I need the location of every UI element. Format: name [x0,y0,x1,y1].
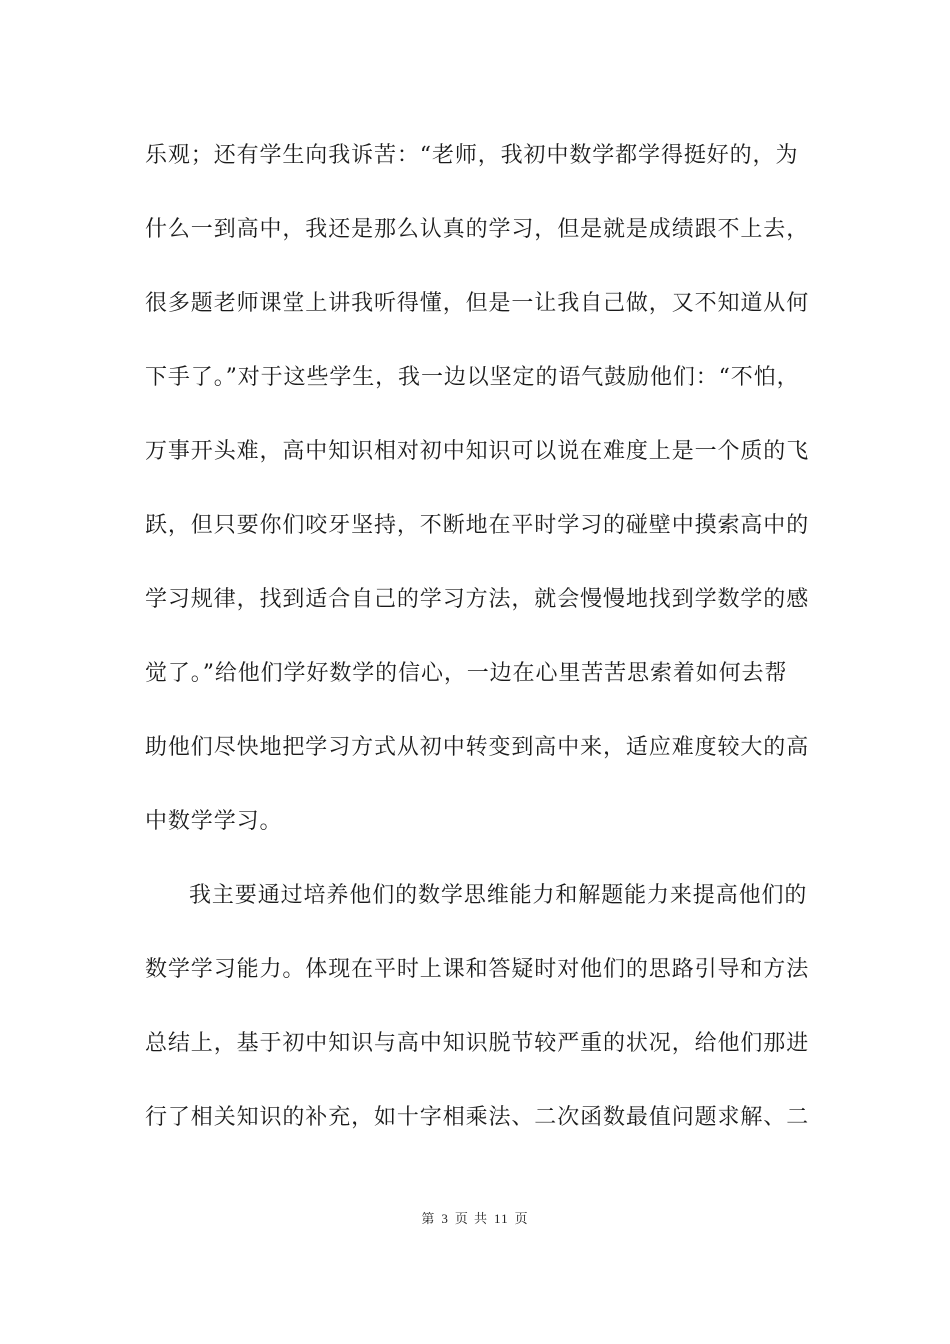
total-pages-number: 11 [494,1211,509,1226]
text-line-9: 助他们尽快地把学习方式从初中转变到高中来，适应难度较大的高 [145,735,810,760]
text-line-14: 行了相关知识的补充，如十字相乘法、二次函数最值问题求解、二 [145,1105,810,1130]
footer-prefix: 第 [421,1212,436,1227]
page-footer [0,1208,950,1227]
text-line-2: 什么一到高中，我还是那么认真的学习，但是就是成绩跟不上去， [145,217,810,242]
footer-middle: 页 共 [454,1212,489,1227]
text-line-12: 数学学习能力。体现在平时上课和答疑时对他们的思路引导和方法 [145,957,810,982]
text-line-13: 总结上，基于初中知识与高中知识脱节较严重的状况，给他们那进 [145,1031,810,1056]
text-line-4: 下手了。”对于这些学生，我一边以坚定的语气鼓励他们：“不怕， [145,365,800,390]
text-line-10: 中数学学习。 [145,809,283,834]
text-line-6: 跃，但只要你们咬牙坚持，不断地在平时学习的碰壁中摸索高中的 [145,513,810,538]
text-line-3: 很多题老师课堂上讲我听得懂，但是一让我自己做，又不知道从何 [145,291,810,316]
footer-suffix: 页 [514,1212,529,1227]
text-line-8: 觉了。”给他们学好数学的信心，一边在心里苦苦思索着如何去帮 [145,661,788,686]
paragraph-2-first-line: 我主要通过培养他们的数学思维能力和解题能力来提高他们的 [189,883,808,908]
text-line-5: 万事开头难，高中知识相对初中知识可以说在难度上是一个质的飞 [145,439,810,464]
current-page-number: 3 [441,1211,449,1226]
text-line-1: 乐观；还有学生向我诉苦：“老师，我初中数学都学得挺好的，为 [145,143,799,168]
text-line-7: 学习规律，找到适合自己的学习方法，就会慢慢地找到学数学的感 [145,587,810,612]
